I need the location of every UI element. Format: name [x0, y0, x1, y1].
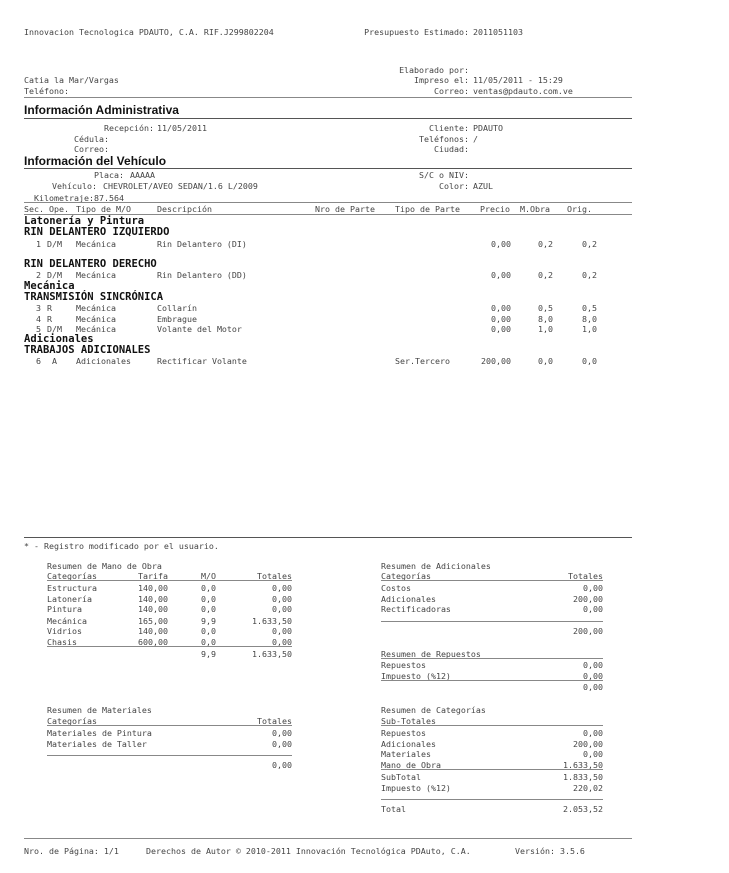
col-description: Descripción — [157, 204, 212, 214]
labor-header-rule — [47, 580, 292, 581]
labor-col-category: Categorías — [47, 571, 97, 581]
subgroup-title: TRABAJOS ADICIONALES — [24, 344, 151, 356]
labor-rate: 165,00 — [138, 616, 168, 626]
email-value: ventas@pdauto.com.ve — [473, 86, 573, 96]
category-value: 1.633,50 — [563, 760, 603, 770]
labor-rate: 140,00 — [138, 594, 168, 604]
budget-number: 2011051103 — [473, 27, 523, 37]
client-label: Cliente: — [429, 123, 469, 133]
subtotal-label: SubTotal — [381, 772, 421, 782]
parts-category: Impuesto (%12) — [381, 671, 451, 681]
cell-price: 0,00 — [491, 324, 511, 334]
category-name: Mano de Obra — [381, 760, 441, 770]
additions-total: 200,00 — [573, 626, 603, 636]
materials-total-rule — [47, 755, 292, 756]
cell-part-type: Ser.Tercero — [395, 356, 450, 366]
col-ope: Ope. — [49, 204, 69, 214]
labor-rate: 600,00 — [138, 637, 168, 647]
labor-summary-title: Resumen de Mano de Obra — [47, 561, 162, 571]
header-rule — [24, 97, 632, 98]
labor-rate: 140,00 — [138, 604, 168, 614]
cell-tipo: Mecánica — [76, 314, 116, 324]
company-name: Innovacion Tecnologica PDAUTO, C.A. RIF.J299802204 — [24, 27, 274, 37]
cell-sec: 5 — [36, 324, 41, 334]
client-value: PDAUTO — [473, 123, 503, 133]
subgroup-title: RIN DELANTERO IZQUIERDO — [24, 226, 170, 238]
labor-grand-total: 1.633,50 — [252, 649, 292, 659]
additions-value: 0,00 — [583, 604, 603, 614]
cell-tipo: Mecánica — [76, 324, 116, 334]
category-subtotal-rule — [381, 769, 603, 770]
cell-labor: 0,2 — [538, 270, 553, 280]
labor-category: Vidrios — [47, 626, 82, 636]
printed-date: 11/05/2011 - 15:29 — [473, 75, 563, 85]
total-value: 2.053,52 — [563, 804, 603, 814]
category-summary-title: Resumen de Categorías — [381, 705, 486, 715]
version: Versión: 3.5.6 — [515, 846, 585, 856]
labor-mo: 0,0 — [201, 637, 216, 647]
cell-orig: 0,0 — [582, 356, 597, 366]
admin-section-title: Información Administrativa — [24, 103, 179, 117]
table-top-rule — [24, 202, 632, 203]
labor-mo: 0,0 — [201, 583, 216, 593]
cell-description: Collarín — [157, 303, 197, 313]
labor-category: Chasis — [47, 637, 77, 647]
labor-total: 0,00 — [272, 637, 292, 647]
phones-value: / — [473, 134, 478, 144]
cell-ope: D/M — [47, 270, 62, 280]
parts-total-rule — [381, 680, 603, 681]
labor-mo: 0,0 — [201, 594, 216, 604]
email-label: Correo: — [434, 86, 469, 96]
admin-rule — [24, 118, 632, 119]
cell-sec: 4 — [36, 314, 41, 324]
labor-total-rule — [47, 646, 292, 647]
cell-price: 0,00 — [491, 239, 511, 249]
additions-col-totals: Totales — [568, 571, 603, 581]
cell-price: 0,00 — [491, 303, 511, 313]
labor-col-mo: M/O — [201, 571, 216, 581]
footer-rule — [24, 838, 632, 839]
cell-price: 0,00 — [491, 314, 511, 324]
phone-label: Teléfono: — [24, 86, 69, 96]
labor-total: 0,00 — [272, 583, 292, 593]
cell-sec: 1 — [36, 239, 41, 249]
cell-labor: 0,5 — [538, 303, 553, 313]
additions-summary-title: Resumen de Adicionales — [381, 561, 491, 571]
cell-orig: 1,0 — [582, 324, 597, 334]
labor-total: 1.633,50 — [252, 616, 292, 626]
city-label: Ciudad: — [434, 144, 469, 154]
plate-value: AAAAA — [130, 170, 155, 180]
cell-labor: 1,0 — [538, 324, 553, 334]
reception-date: 11/05/2011 — [157, 123, 207, 133]
materials-category: Materiales de Pintura — [47, 728, 152, 738]
labor-col-totals: Totales — [257, 571, 292, 581]
subgroup-title: RIN DELANTERO DERECHO — [24, 258, 157, 270]
cell-labor: 8,0 — [538, 314, 553, 324]
cell-ope: A — [52, 356, 57, 366]
category-value: 0,00 — [583, 749, 603, 759]
table-bottom-rule — [24, 537, 632, 538]
materials-value: 0,00 — [272, 728, 292, 738]
labor-total-mo: 9,9 — [201, 649, 216, 659]
sc-label: S/C o NIV: — [419, 170, 469, 180]
materials-col-totals: Totales — [257, 716, 292, 726]
materials-header-rule — [47, 725, 292, 726]
category-title: Latonería y Pintura — [24, 215, 145, 227]
subtotal-value: 1.833,50 — [563, 772, 603, 782]
category-value: 0,00 — [583, 728, 603, 738]
parts-header-rule — [381, 658, 603, 659]
cell-tipo: Mecánica — [76, 303, 116, 313]
labor-rate: 140,00 — [138, 626, 168, 636]
cell-description: Volante del Motor — [157, 324, 242, 334]
labor-category: Latonería — [47, 594, 92, 604]
subgroup-title: TRANSMISIÓN SINCRÓNICA — [24, 291, 164, 303]
vehicle-value: CHEVROLET/AVEO SEDAN/1.6 L/2009 — [103, 181, 258, 191]
vehicle-section-title: Información del Vehículo — [24, 154, 167, 168]
cell-tipo: Mecánica — [76, 270, 116, 280]
parts-value: 0,00 — [583, 660, 603, 670]
cell-orig: 0,5 — [582, 303, 597, 313]
category-title: Adicionales — [24, 333, 94, 345]
cell-ope: D/M — [47, 324, 62, 334]
footnote: * - Registro modificado por el usuario. — [24, 541, 219, 551]
cell-labor: 0,2 — [538, 239, 553, 249]
materials-category: Materiales de Taller — [47, 739, 147, 749]
additions-category: Costos — [381, 583, 411, 593]
additions-col-category: Categorías — [381, 571, 431, 581]
category-name: Materiales — [381, 749, 431, 759]
labor-total: 0,00 — [272, 626, 292, 636]
cell-description: Rin Delantero (DI) — [157, 239, 247, 249]
category-col-subtotals: Sub-Totales — [381, 716, 436, 726]
made-by-label: Elaborado por: — [399, 65, 469, 75]
cell-tipo: Adicionales — [76, 356, 131, 366]
labor-total: 0,00 — [272, 604, 292, 614]
cell-sec: 2 — [36, 270, 41, 280]
col-price: Precio — [480, 204, 510, 214]
parts-value: 0,00 — [583, 671, 603, 681]
category-title: Mecánica — [24, 280, 75, 292]
cell-price: 0,00 — [491, 270, 511, 280]
cell-orig: 0,2 — [582, 239, 597, 249]
category-total-rule — [381, 799, 603, 800]
cell-sec: 3 — [36, 303, 41, 313]
col-orig: Orig. — [567, 204, 592, 214]
plate-label: Placa: — [94, 170, 124, 180]
budget-label: Presupuesto Estimado: — [364, 27, 469, 37]
cell-tipo: Mecánica — [76, 239, 116, 249]
materials-value: 0,00 — [272, 739, 292, 749]
labor-rate: 140,00 — [138, 583, 168, 593]
additions-header-rule — [381, 580, 603, 581]
labor-mo: 9,9 — [201, 616, 216, 626]
labor-category: Mecánica — [47, 616, 87, 626]
category-value: 200,00 — [573, 739, 603, 749]
materials-summary-title: Resumen de Materiales — [47, 705, 152, 715]
cell-ope: D/M — [47, 239, 62, 249]
additions-category: Adicionales — [381, 594, 436, 604]
cell-ope: R — [47, 303, 52, 313]
col-tipo-mo: Tipo de M/O — [76, 204, 131, 214]
id-label: Cédula: — [74, 134, 109, 144]
cell-orig: 0,2 — [582, 270, 597, 280]
category-name: Repuestos — [381, 728, 426, 738]
labor-category: Estructura — [47, 583, 97, 593]
tax-value: 220,02 — [573, 783, 603, 793]
labor-total: 0,00 — [272, 594, 292, 604]
color-label: Color: — [439, 181, 469, 191]
labor-mo: 0,0 — [201, 604, 216, 614]
parts-total: 0,00 — [583, 682, 603, 692]
company-address: Catia la Mar/Vargas — [24, 75, 119, 85]
cell-sec: 6 — [36, 356, 41, 366]
mail-label: Correo: — [74, 144, 109, 154]
labor-col-rate: Tarifa — [138, 571, 168, 581]
labor-category: Pintura — [47, 604, 82, 614]
tax-label: Impuesto (%12) — [381, 783, 451, 793]
vehicle-rule — [24, 168, 632, 169]
col-part-type: Tipo de Parte — [395, 204, 460, 214]
km-label: Kilometraje: — [34, 193, 94, 203]
materials-col-category: Categorías — [47, 716, 97, 726]
page-number: Nro. de Página: 1/1 — [24, 846, 119, 856]
phones-label: Teléfonos: — [419, 134, 469, 144]
printed-label: Impreso el: — [414, 75, 469, 85]
cell-description: Embrague — [157, 314, 197, 324]
category-name: Adicionales — [381, 739, 436, 749]
copyright: Derechos de Autor © 2010-2011 Innovación Tecnológica PDAuto, C.A. — [146, 846, 471, 856]
vehicle-label: Vehículo: — [52, 181, 97, 191]
parts-summary-title: Resumen de Repuestos — [381, 649, 481, 659]
total-label: Total — [381, 804, 406, 814]
col-labor: M.Obra — [520, 204, 550, 214]
additions-category: Rectificadoras — [381, 604, 451, 614]
km-value: 87.564 — [94, 193, 124, 203]
reception-label: Recepción: — [104, 123, 154, 133]
materials-total: 0,00 — [272, 760, 292, 770]
cell-ope: R — [47, 314, 52, 324]
cell-labor: 0,0 — [538, 356, 553, 366]
cell-orig: 8,0 — [582, 314, 597, 324]
cell-description: Rin Delantero (DD) — [157, 270, 247, 280]
additions-value: 200,00 — [573, 594, 603, 604]
additions-value: 0,00 — [583, 583, 603, 593]
color-value: AZUL — [473, 181, 493, 191]
parts-category: Repuestos — [381, 660, 426, 670]
col-part-number: Nro de Parte — [315, 204, 375, 214]
additions-total-rule — [381, 621, 603, 622]
cell-price: 200,00 — [481, 356, 511, 366]
cell-description: Rectificar Volante — [157, 356, 247, 366]
labor-mo: 0,0 — [201, 626, 216, 636]
col-sec: Sec. — [24, 204, 44, 214]
category-header-rule — [381, 725, 603, 726]
